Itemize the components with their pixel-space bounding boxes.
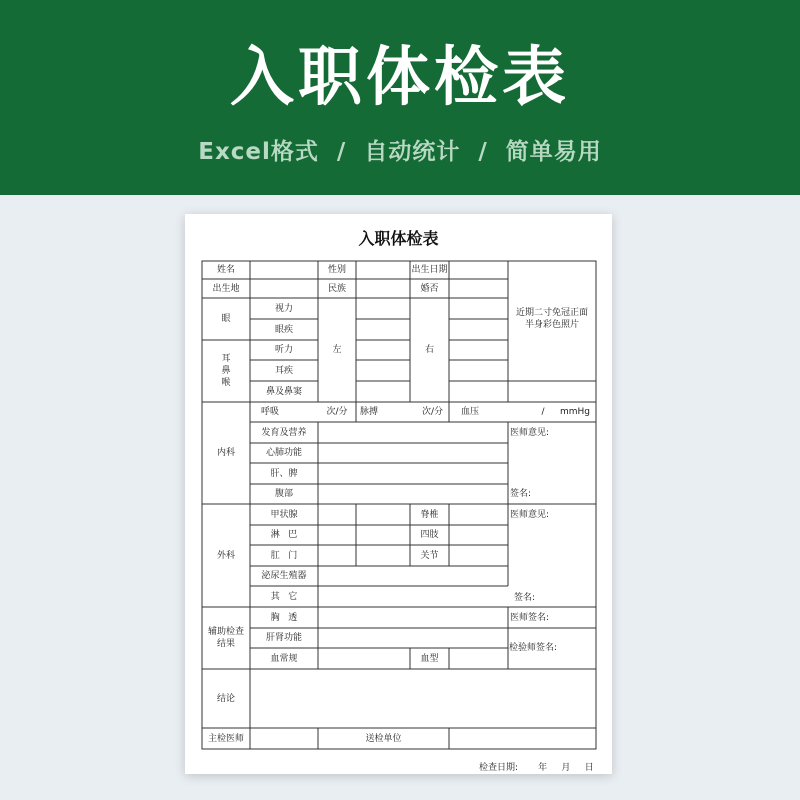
label-conclusion: 结论: [216, 693, 235, 704]
label-gender: 性别: [327, 265, 346, 275]
label-eye: 眼: [221, 314, 231, 324]
label-other: 其 它: [270, 591, 298, 602]
banner-subtitle: Excel格式 / 自动统计 / 简单易用: [198, 139, 602, 165]
label-liver-spleen: 肝、脾: [270, 468, 298, 479]
label-breath: 呼吸: [260, 407, 279, 417]
label-chief-doctor: 主检医师: [207, 733, 244, 744]
label-urogenital: 泌尿生殖器: [261, 571, 307, 581]
label-hearing: 听力: [274, 345, 293, 355]
label-birth-date: 出生日期: [411, 265, 448, 275]
label-joints: 关节: [420, 550, 439, 561]
label-pulse: 脉搏: [359, 407, 378, 417]
photo-placeholder-text: 近期二寸免冠正面半身彩色照片: [515, 308, 588, 330]
form-paper: [185, 214, 612, 774]
label-ear-disease: 耳疾: [274, 365, 293, 376]
check-date-label: 检查日期:: [479, 763, 519, 773]
label-right: 右: [424, 345, 434, 355]
label-sending-unit: 送检单位: [365, 733, 402, 744]
label-signature-2: 签名:: [514, 592, 536, 603]
label-development: 发育及营养: [261, 427, 307, 438]
label-ethnicity: 民族: [327, 283, 346, 294]
day-label: 日: [584, 763, 594, 773]
label-lab-signature: 检验师签名:: [509, 643, 558, 653]
banner-title: 入职体检表: [230, 41, 570, 115]
label-spine: 脊椎: [420, 509, 439, 520]
label-signature-1: 签名:: [510, 489, 532, 499]
unit-per-min-2: 次/分: [421, 407, 444, 417]
label-doctor-opinion-2: 医师意见:: [510, 510, 550, 520]
label-blood-pressure: 血压: [460, 407, 479, 417]
label-blood-routine: 血常规: [270, 653, 298, 664]
label-thyroid: 甲状腺: [270, 509, 298, 520]
label-lymph: 淋 巴: [270, 530, 298, 540]
label-abdomen: 腹部: [274, 489, 293, 499]
year-label: 年: [538, 763, 548, 773]
label-left: 左: [332, 345, 342, 355]
unit-mmhg: mmHg: [560, 407, 591, 417]
label-chest-xray: 胸 透: [270, 612, 298, 623]
label-liver-kidney: 肝肾功能: [265, 633, 302, 643]
label-name: 姓名: [216, 265, 235, 275]
label-anus: 肛 门: [270, 550, 298, 561]
footer-check-date: [479, 760, 594, 773]
bp-slash: /: [541, 407, 545, 417]
label-limbs: 四肢: [420, 530, 439, 540]
label-marital: 婚否: [420, 283, 439, 294]
month-label: 月: [561, 763, 571, 773]
label-vision: 视力: [274, 303, 293, 314]
label-aux-result: 辅助检查结果: [207, 627, 244, 649]
label-birthplace: 出生地: [212, 283, 240, 294]
label-heart-lung: 心肺功能: [265, 448, 302, 458]
label-doctor-opinion-1: 医师意见:: [510, 428, 550, 438]
header-banner: [0, 0, 800, 195]
label-surgery: 外科: [216, 550, 235, 561]
label-eye-disease: 眼疾: [274, 324, 293, 335]
form-title: 入职体检表: [358, 229, 439, 248]
label-internal: 内科: [216, 448, 235, 458]
label-nose-sinus: 鼻及鼻窦: [265, 386, 302, 397]
label-ent: 耳 鼻 喉: [221, 354, 231, 388]
label-doctor-signature: 医师签名:: [510, 612, 550, 623]
unit-per-min-1: 次/分: [326, 407, 348, 417]
label-blood-type: 血型: [420, 653, 439, 664]
